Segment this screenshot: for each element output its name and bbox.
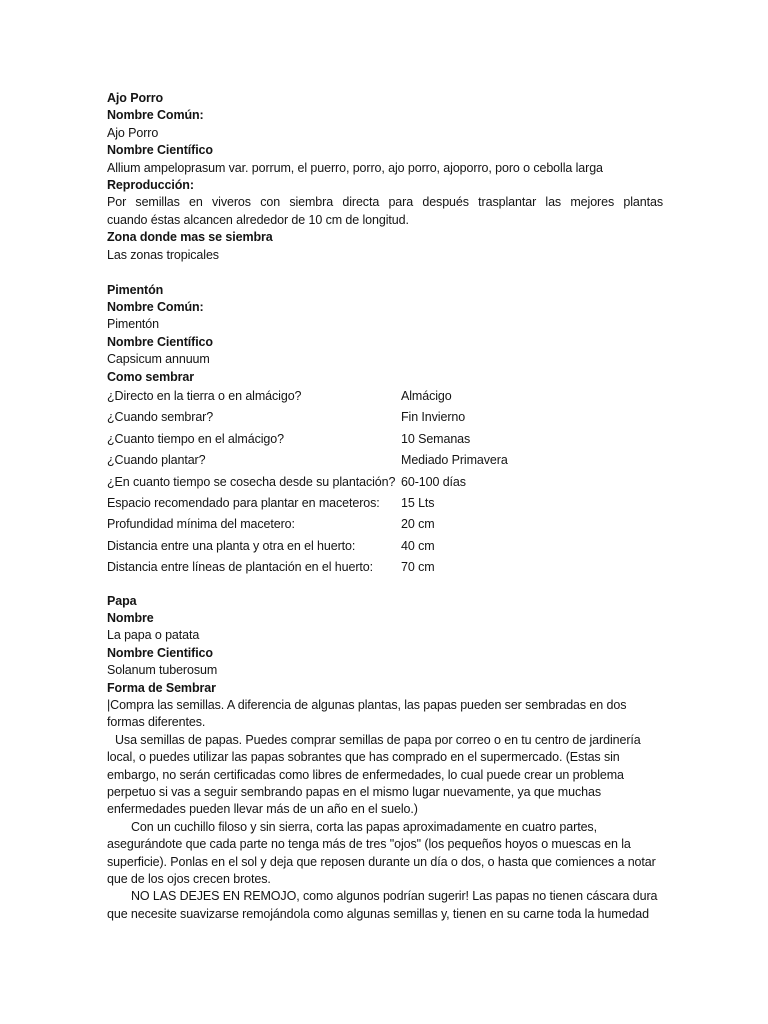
name-value: La papa o patata — [107, 628, 200, 643]
scientific-name-label: Nombre Cientifico — [107, 645, 213, 660]
scientific-name-label: Nombre Científico — [107, 143, 213, 158]
answer-cell: 15 Lts — [401, 495, 435, 510]
paragraph: Usa semillas de papas. Puedes comprar semillas de papa por correo o en tu centro de jardinería local, o puedes utilizar las papas sobrantes que has comprado en el supermercado. (Estas sin embargo, no serán certificadas como libres de enfermedades, lo cual puede crear un problema perpetuo si vas a seguir sembrando papas en el mismo lugar nuevamente, ya que muchas enfermedades pueden llevar más de un año en el suelo.) — [107, 732, 641, 817]
question-cell: Distancia entre una planta y otra en el huerto: — [107, 538, 356, 553]
section-pimenton — [107, 282, 663, 579]
table-row — [107, 514, 508, 535]
section-title: Pimentón — [107, 282, 164, 297]
how-to-sow-label: Como sembrar — [107, 369, 195, 384]
scientific-name-value: Allium ampeloprasum var. porrum, el puerro, porro, ajo porro, ajoporro, poro o cebolla larga — [107, 160, 603, 175]
reproduction-label: Reproducción: — [107, 178, 194, 193]
section-ajo-porro — [107, 90, 663, 264]
answer-cell: 70 cm — [401, 560, 435, 575]
document-page — [107, 90, 663, 923]
question-cell: ¿Cuando plantar? — [107, 453, 206, 468]
scientific-name-value: Solanum tuberosum — [107, 663, 218, 678]
paragraph: Con un cuchillo filoso y sin sierra, corta las papas aproximadamente en cuatro partes, asegurándote que cada parte no tenga más de tres "ojos" (los pequeños hoyos o muescas en la superficie). Ponlas en el sol y deja que reposen durante un día o dos, o hasta que comiences a notar que de los ojos crecen brotes. — [107, 819, 656, 887]
name-label: Nombre — [107, 610, 154, 625]
table-row — [107, 450, 508, 471]
table-row — [107, 493, 508, 514]
reproduction-text-line-1: Por semillas en viveros con siembra directa para después trasplantar las mejores plantas — [107, 195, 663, 210]
question-cell: ¿En cuanto tiempo se cosecha desde su plantación? — [107, 474, 396, 489]
question-cell: ¿Cuando sembrar? — [107, 410, 214, 425]
sowing-table — [107, 386, 508, 579]
answer-cell: Fin Invierno — [401, 410, 466, 425]
table-row — [107, 429, 508, 450]
reproduction-text-line-2: cuando éstas alcancen alrededor de 10 cm de longitud. — [107, 212, 409, 227]
common-name-value: Ajo Porro — [107, 125, 159, 140]
table-row — [107, 557, 508, 578]
paragraph: NO LAS DEJES EN REMOJO, como algunos podrían sugerir! Las papas no tienen cáscara dura que necesite suavizarse remojándola como algunas semillas y, tienen en su carne toda la humedad — [107, 889, 658, 921]
zone-label: Zona donde mas se siembra — [107, 230, 273, 245]
answer-cell: 20 cm — [401, 517, 435, 532]
sowing-method-label: Forma de Sembrar — [107, 680, 216, 695]
question-cell: Profundidad mínima del macetero: — [107, 517, 295, 532]
zone-value: Las zonas tropicales — [107, 247, 219, 262]
question-cell: ¿Cuanto tiempo en el almácigo? — [107, 431, 284, 446]
section-papa — [107, 593, 663, 924]
question-cell: Espacio recomendado para plantar en maceteros: — [107, 495, 380, 510]
answer-cell: 10 Semanas — [401, 431, 471, 446]
scientific-name-value: Capsicum annuum — [107, 352, 210, 367]
table-row — [107, 407, 508, 428]
question-cell: Distancia entre líneas de plantación en el huerto: — [107, 560, 374, 575]
table-row — [107, 386, 508, 407]
answer-cell: 60-100 días — [401, 474, 466, 489]
common-name-label: Nombre Común: — [107, 108, 204, 123]
section-title: Papa — [107, 593, 137, 608]
question-cell: ¿Directo en la tierra o en almácigo? — [107, 388, 302, 403]
common-name-value: Pimentón — [107, 317, 160, 332]
table-row — [107, 472, 508, 493]
section-title: Ajo Porro — [107, 91, 164, 105]
answer-cell: Mediado Primavera — [401, 453, 508, 468]
answer-cell: Almácigo — [401, 388, 452, 403]
common-name-label: Nombre Común: — [107, 299, 204, 314]
section-spacer — [107, 264, 663, 282]
scientific-name-label: Nombre Científico — [107, 334, 213, 349]
paragraph: |Compra las semillas. A diferencia de algunas plantas, las papas pueden ser sembradas en dos formas diferentes. — [107, 697, 627, 730]
table-row — [107, 536, 508, 557]
section-spacer — [107, 579, 663, 593]
answer-cell: 40 cm — [401, 538, 435, 553]
